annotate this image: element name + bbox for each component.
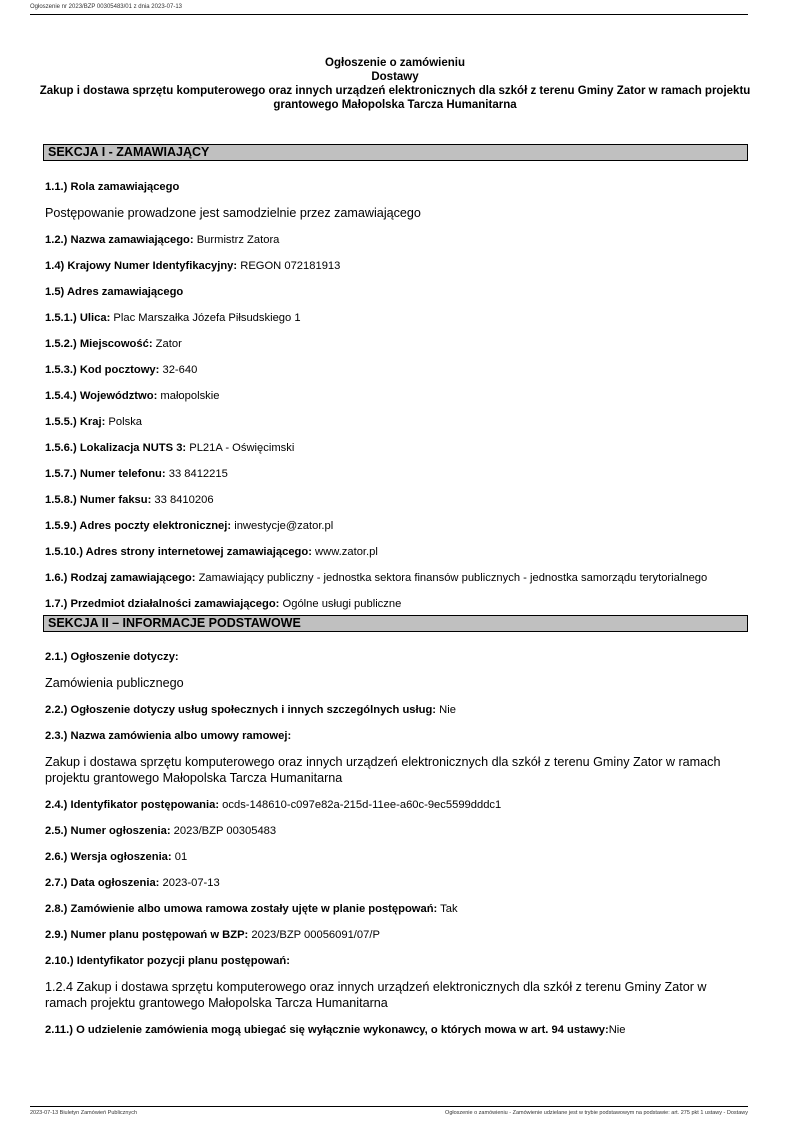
field-2-3 <box>45 729 748 743</box>
field-label: 1.5.4.) Województwo: <box>45 390 158 402</box>
section-1-heading: SEKCJA I - ZAMAWIAJĄCY <box>43 144 748 161</box>
field-label: 2.2.) Ogłoszenie dotyczy usług społecznych i innych szczególnych usług: <box>45 704 437 716</box>
field-2-10-text: 1.2.4 Zakup i dostawa sprzętu komputerowego oraz innych urządzeń elektronicznych dla szkół z terenu Gminy Zator w ramach projektu grantowego Małopolska Tarcza Humanitarna <box>45 980 707 1010</box>
field-label: 1.5.7.) Numer telefonu: <box>45 468 166 480</box>
document-title <box>30 56 760 112</box>
field-1-4 <box>45 259 748 273</box>
field-value: Polska <box>105 416 143 428</box>
field-value: Plac Marszałka Józefa Piłsudskiego 1 <box>110 312 301 324</box>
footer-left: 2023-07-13 Biuletyn Zamówień Publicznych <box>30 1110 138 1116</box>
field-2-11 <box>45 1023 748 1037</box>
field-label: 2.11.) O udzielenie zamówienia mogą ubiegać się wyłącznie wykonawcy, o których mowa w art. 94 ustawy: <box>45 1024 609 1036</box>
field-label: 1.5.3.) Kod pocztowy: <box>45 364 160 376</box>
field-label: 2.7.) Data ogłoszenia: <box>45 877 160 889</box>
field-1-5-10 <box>45 545 748 559</box>
field-1-5-7 <box>45 467 748 481</box>
field-label: 1.5.10.) Adres strony internetowej zamawiającego: <box>45 546 312 558</box>
field-label: 2.1.) Ogłoszenie dotyczy: <box>45 651 179 663</box>
field-label: 1.5) Adres zamawiającego <box>45 286 184 298</box>
field-1-5-4 <box>45 389 748 403</box>
field-value: 33 8410206 <box>151 494 214 506</box>
field-label: 1.5.2.) Miejscowość: <box>45 338 153 350</box>
title-line-subject: Zakup i dostawa sprzętu komputerowego oraz innych urządzeń elektronicznych dla szkół z terenu Gminy Zator w ramach projektu grantowego Małopolska Tarcza Humanitarna <box>39 85 751 111</box>
footer-right: Ogłoszenie o zamówieniu - Zamówienie udzielane jest w trybie podstawowym na podstawie: art. 275 pkt 1 ustawy - Dostawy <box>445 1110 748 1116</box>
field-label: 1.5.5.) Kraj: <box>45 416 106 428</box>
field-label: 2.9.) Numer planu postępowań w BZP: <box>45 929 249 941</box>
field-value: Nie <box>608 1024 626 1036</box>
title-line-type: Dostawy <box>371 71 419 83</box>
field-1-1-text: Postępowanie prowadzone jest samodzielnie przez zamawiającego <box>45 206 421 220</box>
field-label: 1.5.1.) Ulica: <box>45 312 111 324</box>
field-value: Zamawiający publiczny - jednostka sektora finansów publicznych - jednostka samorządu terytorialnego <box>195 572 708 584</box>
field-2-1 <box>45 650 748 664</box>
field-1-1 <box>45 180 748 194</box>
field-2-4 <box>45 798 748 812</box>
field-2-5 <box>45 824 748 838</box>
field-value: REGON 072181913 <box>237 260 341 272</box>
field-label: 2.5.) Numer ogłoszenia: <box>45 825 171 837</box>
field-value: 33 8412215 <box>165 468 228 480</box>
field-label: 1.7.) Przedmiot działalności zamawiającego: <box>45 598 280 610</box>
field-1-2 <box>45 233 748 247</box>
field-1-5-6 <box>45 441 748 455</box>
field-value: PL21A - Oświęcimski <box>186 442 295 454</box>
field-1-5-8 <box>45 493 748 507</box>
field-1-5-1 <box>45 311 748 325</box>
field-label: 2.6.) Wersja ogłoszenia: <box>45 851 172 863</box>
field-label: 1.4) Krajowy Numer Identyfikacyjny: <box>45 260 238 272</box>
section-2-heading: SEKCJA II – INFORMACJE PODSTAWOWE <box>43 615 748 632</box>
notice-content <box>45 144 748 1037</box>
field-2-10 <box>45 954 748 968</box>
page-header: Ogłoszenie nr 2023/BZP 00305483/01 z dnia 2023-07-13 <box>30 4 748 15</box>
field-label: 2.3.) Nazwa zamówienia albo umowy ramowej: <box>45 730 292 742</box>
field-1-6 <box>45 571 748 585</box>
field-1-5-2 <box>45 337 748 351</box>
field-value: www.zator.pl <box>311 546 378 558</box>
field-2-1-text: Zamówienia publicznego <box>45 676 184 690</box>
field-value: Ogólne usługi publiczne <box>279 598 402 610</box>
field-2-3-text: Zakup i dostawa sprzętu komputerowego oraz innych urządzeń elektronicznych dla szkół z terenu Gminy Zator w ramach projektu grantowego Małopolska Tarcza Humanitarna <box>45 755 721 785</box>
field-2-6 <box>45 850 748 864</box>
field-1-5-9 <box>45 519 748 533</box>
field-1-5-5 <box>45 415 748 429</box>
field-value: ocds-148610-c097e82a-215d-11ee-a60c-9ec5599dddc1 <box>219 799 502 811</box>
field-value: 2023/BZP 00305483 <box>170 825 277 837</box>
field-value: inwestycje@zator.pl <box>231 520 334 532</box>
field-2-8 <box>45 902 748 916</box>
field-1-5-3 <box>45 363 748 377</box>
field-label: 2.10.) Identyfikator pozycji planu postępowań: <box>45 955 290 967</box>
field-label: 1.6.) Rodzaj zamawiającego: <box>45 572 196 584</box>
title-line-notice: Ogłoszenie o zamówieniu <box>325 57 465 69</box>
field-label: 1.2.) Nazwa zamawiającego: <box>45 234 194 246</box>
field-2-7 <box>45 876 748 890</box>
field-value: małopolskie <box>157 390 220 402</box>
field-label: 1.5.6.) Lokalizacja NUTS 3: <box>45 442 187 454</box>
field-1-5 <box>45 285 748 299</box>
field-1-7 <box>45 597 748 611</box>
field-value: Burmistrz Zatora <box>193 234 280 246</box>
field-value: 2023-07-13 <box>159 877 220 889</box>
field-value: 2023/BZP 00056091/07/P <box>248 929 380 941</box>
field-value: Nie <box>436 704 456 716</box>
page-footer <box>30 1106 748 1116</box>
field-label: 2.8.) Zamówienie albo umowa ramowa zostały ujęte w planie postępowań: <box>45 903 438 915</box>
field-value: Tak <box>437 903 458 915</box>
field-2-2 <box>45 703 748 717</box>
field-2-9 <box>45 928 748 942</box>
field-value: 32-640 <box>159 364 198 376</box>
field-value: Zator <box>152 338 182 350</box>
field-label: 2.4.) Identyfikator postępowania: <box>45 799 220 811</box>
field-label: 1.5.8.) Numer faksu: <box>45 494 152 506</box>
field-value: 01 <box>171 851 188 863</box>
field-label: 1.5.9.) Adres poczty elektronicznej: <box>45 520 232 532</box>
field-label: 1.1.) Rola zamawiającego <box>45 181 180 193</box>
